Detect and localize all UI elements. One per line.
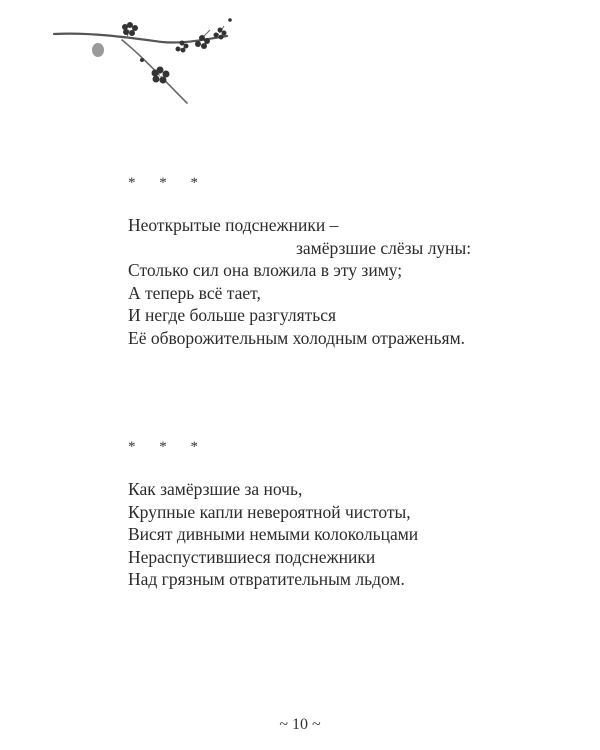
poem-line: Крупные капли невероятной чистоты, [128, 501, 411, 522]
poem-line: Висят дивными немыми колокольцами [128, 524, 419, 544]
poem-lines [128, 214, 528, 349]
page-number: ~ 10 ~ [279, 716, 321, 733]
poem-separator: * * * [128, 439, 208, 455]
poem-line: И негде больше разгуляться [128, 305, 337, 325]
blossom-branch-illustration [52, 8, 252, 108]
poem-line: А теперь всё тает, [128, 282, 261, 303]
poem-line: Неоткрытые подснежники – [128, 215, 339, 235]
poem-line: замёрзшие слёзы луны: [296, 237, 472, 258]
poem-1 [128, 172, 528, 349]
poem-line: Как замёрзшие за ночь, [128, 479, 303, 499]
poem-line: Столько сил она вложила в эту зиму; [128, 260, 403, 280]
poem-line: Нераспустившиеся подснежники [128, 546, 376, 567]
poem-separator: * * * [128, 175, 208, 191]
poem-lines [128, 478, 528, 591]
poem-line: Её обворожительным холодным отраженьям. [128, 327, 466, 348]
poem-2 [128, 436, 528, 591]
poem-line: Над грязным отвратительным льдом. [128, 569, 405, 589]
